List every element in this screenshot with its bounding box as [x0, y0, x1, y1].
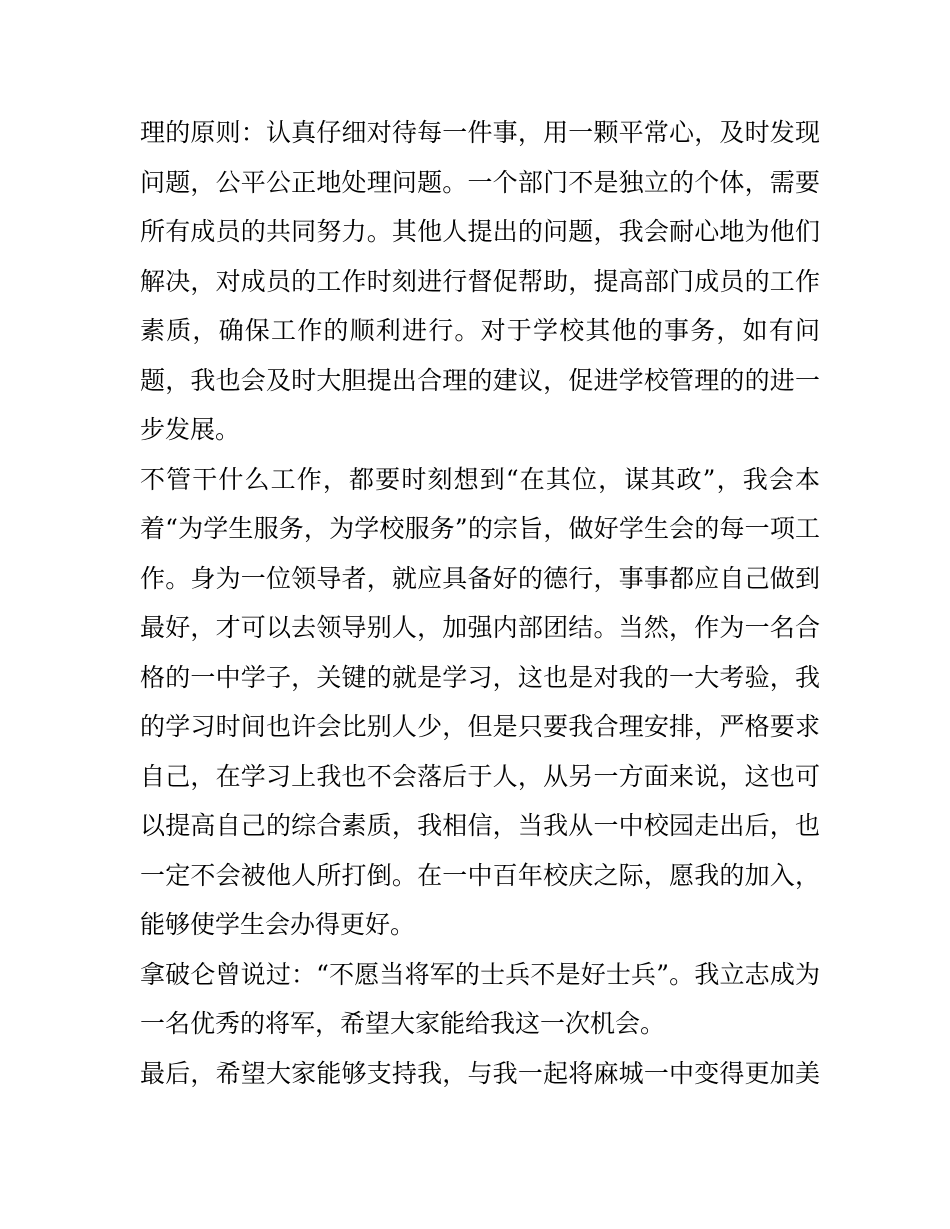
text-line-2: 问题，公平公正地处理问题。一个部门不是独立的个体，需要 [140, 167, 820, 197]
text-line-19: 一名优秀的将军，希望大家能给我这一次机会。 [140, 1009, 666, 1038]
text-line-4: 解决，对成员的工作时刻进行督促帮助，提高部门成员的工作 [140, 266, 820, 296]
text-line-16: 一定不会被他人所打倒。在一中百年校庆之际，愿我的加入， [140, 860, 820, 890]
text-line-17: 能够使学生会办得更好。 [140, 910, 416, 939]
text-line-6: 题，我也会及时大胆提出合理的建议，促进学校管理的的进一 [140, 365, 820, 395]
text-line-8: 不管干什么工作，都要时刻想到“在其位，谋其政”，我会本 [140, 464, 820, 494]
text-line-7: 步发展。 [140, 415, 241, 444]
text-line-1: 理的原则：认真仔细对待每一件事，用一颗平常心，及时发现 [140, 118, 820, 147]
text-line-14: 自己，在学习上我也不会落后于人，从另一方面来说，这也可 [140, 761, 820, 791]
text-line-13: 的学习时间也许会比别人少，但是只要我合理安排，严格要求 [140, 712, 820, 741]
text-line-18: 拿破仑曾说过：“不愿当将军的士兵不是好士兵”。我立志成为 [140, 959, 820, 989]
text-line-12: 格的一中学子，关键的就是学习，这也是对我的一大考验，我 [140, 662, 820, 692]
text-line-15: 以提高自己的综合素质，我相信，当我从一中校园走出后，也 [140, 811, 820, 840]
text-line-11: 最好，才可以去领导别人，加强内部团结。当然，作为一名合 [140, 613, 820, 642]
text-line-9: 着“为学生服务，为学校服务”的宗旨，做好学生会的每一项工 [140, 514, 820, 543]
text-line-10: 作。身为一位领导者，就应具备好的德行，事事都应自己做到 [140, 563, 820, 593]
text-line-5: 素质，确保工作的顺利进行。对于学校其他的事务，如有问 [140, 316, 820, 345]
body-text [140, 108, 820, 1098]
text-line-20: 最后，希望大家能够支持我，与我一起将麻城一中变得更加美 [140, 1058, 820, 1088]
text-line-3: 所有成员的共同努力。其他人提出的问题，我会耐心地为他们 [140, 217, 820, 246]
